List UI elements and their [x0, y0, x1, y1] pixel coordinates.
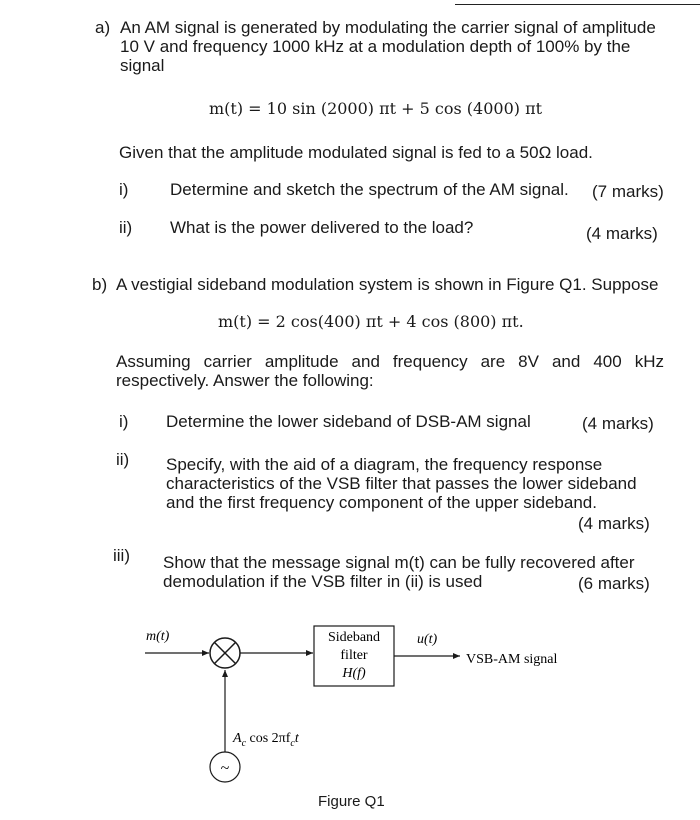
- part-b-q3-marks: (6 marks): [578, 574, 650, 593]
- part-a-label: a): [95, 18, 111, 37]
- part-a-q2-num: ii): [119, 218, 133, 237]
- part-a-given: Given that the amplitude modulated signal is fed to a 50Ω load.: [119, 143, 593, 162]
- part-b-label: b): [92, 275, 108, 294]
- part-b-q2-num: ii): [116, 450, 130, 469]
- part-a-intro-line-3: signal: [120, 56, 165, 75]
- filter-output-label: u(t): [417, 632, 438, 647]
- part-a-q1-num: i): [119, 180, 129, 199]
- part-a-q1-text: Determine and sketch the spectrum of the AM signal.: [170, 180, 569, 199]
- part-b-q3-line-2: demodulation if the VSB filter in (ii) is used: [163, 572, 483, 591]
- multiplier-icon: [210, 638, 240, 668]
- part-b-q1-text: Determine the lower sideband of DSB-AM signal: [166, 412, 531, 431]
- part-b-q3-num: iii): [113, 546, 130, 565]
- part-b-assume-line-2: respectively. Answer the following:: [116, 371, 374, 390]
- part-a-equation: m(t) = 10 sin (2000) πt + 5 cos (4000) πt: [209, 99, 543, 118]
- part-b-q3-line-1: Show that the message signal m(t) can be fully recovered after: [163, 553, 635, 572]
- part-b-intro: A vestigial sideband modulation system is shown in Figure Q1. Suppose: [116, 275, 659, 294]
- part-a-intro-line-2: 10 V and frequency 1000 kHz at a modulation depth of 100% by the: [120, 37, 631, 56]
- filter-label-line-1: Sideband: [327, 630, 381, 645]
- part-b-q1-num: i): [119, 412, 129, 431]
- part-a-q2-text: What is the power delivered to the load?: [170, 218, 474, 237]
- part-b-q2-line-2: characteristics of the VSB filter that passes the lower sideband: [166, 474, 637, 493]
- part-b-assume-line-1: Assuming carrier amplitude and frequency are 8V and 400 kHz: [116, 352, 664, 371]
- figure-caption: Figure Q1: [318, 793, 385, 810]
- part-b-q2-line-3: and the first frequency component of the upper sideband.: [166, 493, 597, 512]
- part-a-q2-marks: (4 marks): [586, 224, 658, 243]
- input-label: m(t): [146, 629, 170, 644]
- output-label: VSB-AM signal: [466, 652, 558, 667]
- part-a-q1-marks: (7 marks): [592, 182, 664, 201]
- filter-label-line-3: H(f): [342, 666, 366, 681]
- carrier-expression: $A_c$ $\cos 2\pi f_ct$: [233, 731, 299, 749]
- oscillator-symbol: ~: [220, 760, 230, 777]
- part-b-q2-marks: (4 marks): [578, 514, 650, 533]
- part-a-intro-line-1: An AM signal is generated by modulating the carrier signal of amplitude: [120, 18, 656, 37]
- part-b-equation: m(t) = 2 cos(400) πt + 4 cos (800) πt.: [218, 312, 524, 331]
- part-b-q1-marks: (4 marks): [582, 414, 654, 433]
- filter-label-line-2: filter: [340, 648, 368, 663]
- part-b-q2-line-1: Specify, with the aid of a diagram, the frequency response: [166, 455, 603, 474]
